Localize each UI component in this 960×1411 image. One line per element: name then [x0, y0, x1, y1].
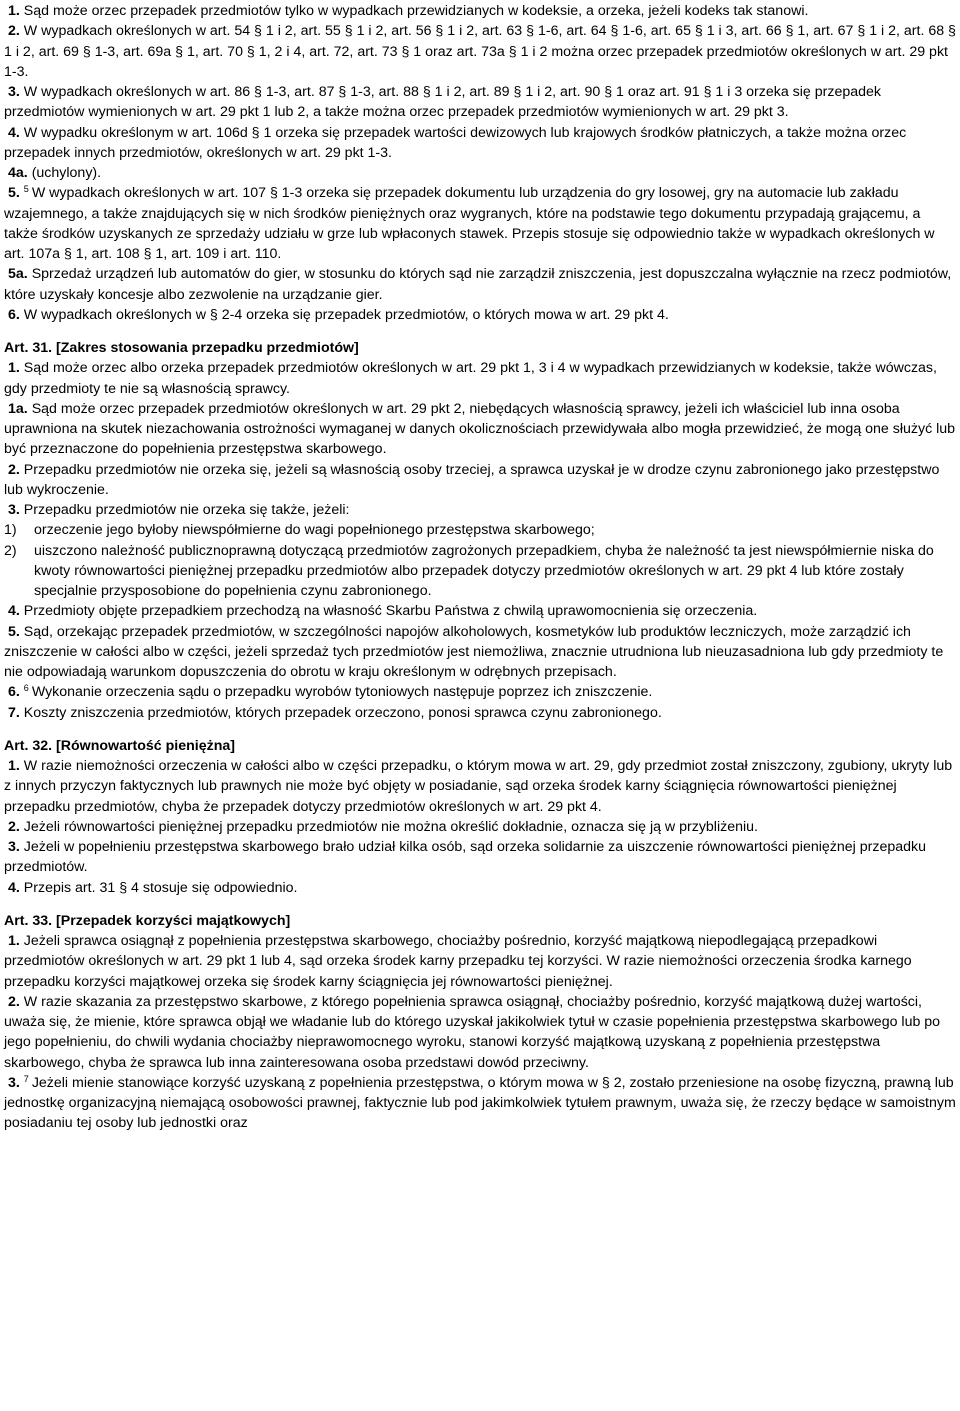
par-text: Jeżeli równowartości pieniężnej przepadku przedmiotów nie można określić dokładnie, oznacza się ją w przybliżeniu. [23, 818, 758, 835]
par-text: Koszty zniszczenia przedmiotów, których przepadek orzeczono, ponosi sprawca czynu zabronionego. [23, 704, 662, 721]
art31-par-3-item-2 [4, 541, 956, 602]
art31-par-1 [4, 358, 956, 399]
art31-par-3 [4, 500, 956, 520]
art32-heading: Art. 32. [Równowartość pieniężna] [4, 737, 235, 754]
par-text: Jeżeli mienie stanowiące korzyść uzyskaną z popełnienia przestępstwa, o którym mowa w § 2, zostało przeniesione na osobę fizyczną, prawną lub jednostkę organizacyjną niemającą osobowości prawnej, faktycznie lub pod jakimkolwiek tytułem prawnym, uważa się, że rzeczy będące w samoistnym posiadaniu tej osoby lub jednostki oraz [4, 1074, 956, 1132]
par-number: 4. [8, 124, 20, 141]
par-number: 4a. [8, 165, 28, 181]
art31-par-4 [4, 601, 956, 621]
art31-par-7 [4, 703, 956, 723]
par-number: 1. [8, 3, 20, 19]
art30-par-1 [4, 1, 956, 21]
par-text: Sąd może orzec przepadek przedmiotów tylko w wypadkach przewidzianych w kodeksie, a orzeka, jeżeli kodeks tak stanowi. [23, 3, 809, 19]
par-number: 4. [8, 603, 20, 620]
art32-par-3 [4, 837, 956, 878]
art33-par-1 [4, 931, 956, 992]
art31-par-6 [4, 682, 956, 702]
art32-par-2 [4, 817, 956, 837]
par-text: Sąd, orzekając przepadek przedmiotów, w szczególności napojów alkoholowych, kosmetyków lub produktów leczniczych, może zarządzić ich zniszczenie w całości albo w części, jeżeli sprzedaż tych przedmiotów jest niemożliwa, znacznie utrudniona lub nieuzasadniona lub gdy przedmioty te nie odpowiadają warunkom dopuszczenia do obrotu w kraju określonym w odrębnych przepisach. [4, 623, 944, 680]
par-number: 5. [8, 185, 20, 202]
item-text: uiszczono należność publicznoprawną dotyczącą przedmiotów zagrożonych przepadkiem, chyba że należność ta jest niewspółmiernie niska do kwoty równowartości pieniężnej przepadku przedmiotów albo przepadek dotyczy przedmiotów określonych w art. 29 pkt 4 lub które zostały specjalnie przysposobione do popełnienia czynu zabronionego. [34, 542, 934, 599]
art30-par-3 [4, 82, 956, 123]
par-number: 4. [8, 879, 20, 896]
art31-par-5 [4, 622, 956, 683]
art30-par-5a [4, 264, 956, 305]
par-text: W razie niemożności orzeczenia w całości albo w części przepadku, o którym mowa w art. 29, gdy przedmiot został zniszczony, zgubiony, ukryty lub z innych przyczyn faktycznych lub prawnych nie może być objęty w posiadanie, sąd orzeka środek karny ściągnięcia równowartości pieniężnej przepadku przedmiotów, chyba że przepadek dotyczy przedmiotów określonych w art. 29 pkt 4. [4, 758, 953, 815]
item-number: 2) [4, 542, 17, 559]
par-text: Wykonanie orzeczenia sądu o przepadku wyrobów tytoniowych następuje poprzez ich zniszczenie. [31, 684, 653, 701]
par-text: (uchylony). [31, 165, 102, 181]
par-number: 6. [8, 684, 20, 701]
par-text: W wypadkach określonych w § 2-4 orzeka się przepadek przedmiotów, o których mowa w art. 29 pkt 4. [23, 306, 669, 323]
par-number: 1. [8, 360, 20, 377]
par-number: 3. [8, 839, 20, 855]
par-number: 1. [8, 758, 20, 774]
par-number: 3. [8, 1074, 20, 1091]
art31-heading: Art. 31. [Zakres stosowania przepadku przedmiotów] [4, 340, 359, 356]
par-text: W wypadkach określonych w art. 86 § 1-3, art. 87 § 1-3, art. 88 § 1 i 2, art. 89 § 1 i 2, art. 90 § 1 oraz art. 91 § 1 i 3 orzeka się przepadek przedmiotów wymienionych w art. 29 pkt 1 lub 2, a także można orzec przepadek przedmiotów wymienionych w art. 29 pkt 3. [4, 84, 882, 121]
par-text: Sąd może orzec przepadek przedmiotów określonych w art. 29 pkt 2, niebędących własnością sprawcy, jeżeli ich właściciel lub inna osoba uprawniona na skutek niezachowania ostrożności wymaganej w danych okolicznościach przewidywała albo mogła przewidzieć, że mogą one służyć lub być przeznaczone do popełnienia przestępstwa skarbowego. [4, 400, 956, 458]
footnote-marker: 5 [23, 184, 29, 195]
par-number: 3. [8, 84, 20, 100]
art30-par-4a [4, 163, 956, 183]
par-number: 3. [8, 502, 20, 518]
art32-par-1 [4, 756, 956, 817]
par-text: Przedmioty objęte przepadkiem przechodzą na własność Skarbu Państwa z chwilą uprawomocnienia się orzeczenia. [23, 603, 758, 620]
par-number: 5. [8, 623, 20, 640]
art30-par-2 [4, 21, 956, 82]
par-number: 2. [8, 818, 20, 835]
footnote-marker: 6 [23, 683, 29, 694]
par-text: Sąd może orzec albo orzeka przepadek przedmiotów określonych w art. 29 pkt 1, 3 i 4 w wypadkach przewidzianych w kodeksie, także wówczas, gdy przedmioty te nie są własnością sprawcy. [4, 360, 937, 397]
art33-par-2 [4, 992, 956, 1073]
par-text: Przepadku przedmiotów nie orzeka się, jeżeli są własnością osoby trzeciej, a sprawca uzyskał je w drodze czynu zabronionego jako przestępstwo lub wykroczenie. [4, 461, 940, 498]
item-text: orzeczenie jego byłoby niewspółmierne do wagi popełnionego przestępstwa skarbowego; [34, 522, 595, 539]
item-number: 1) [4, 522, 17, 539]
par-number: 2. [8, 461, 20, 478]
par-text: Przepadku przedmiotów nie orzeka się także, jeżeli: [23, 502, 350, 518]
par-text: Sprzedaż urządzeń lub automatów do gier, w stosunku do których sąd nie zarządził zniszczenia, jest dopuszczalna wyłącznie na rzecz podmiotów, które uzyskały koncesje albo zezwolenie na urządzanie gier. [4, 266, 952, 303]
art31-par-3-item-1 [4, 520, 956, 540]
par-text: Jeżeli w popełnieniu przestępstwa skarbowego brało udział kilka osób, sąd orzeka solidarnie za uiszczenie równowartości pieniężnej przepadku przedmiotów. [4, 839, 926, 876]
par-number: 5a. [8, 266, 28, 283]
par-number: 2. [8, 993, 20, 1010]
art31-par-1a [4, 399, 956, 460]
art33-heading: Art. 33. [Przepadek korzyści majątkowych] [4, 912, 291, 929]
par-text: Przepis art. 31 § 4 stosuje się odpowiednio. [23, 879, 298, 896]
art30-par-6 [4, 305, 956, 325]
par-text: W wypadkach określonych w art. 107 § 1-3 orzeka się przepadek dokumentu lub urządzenia do gry losowej, gry na automacie lub zakładu wzajemnego, a także znajdujących się w nich środków pieniężnych oraz wygranych, które na podstawie tego dokumentu przypadają grającemu, a także środków uzyskanych ze sprzedaży udziału w grze lub wpłaconych stawek. Przepis stosuje się odpowiednio także w wypadkach określonych w art. 107a § 1, art. 108 § 1, art. 109 i art. 110. [4, 185, 935, 262]
par-number: 7. [8, 704, 20, 721]
par-text: W razie skazania za przestępstwo skarbowe, z którego popełnienia sprawca osiągnął, chociażby pośrednio, korzyść majątkową dużej wartości, uważa się, że mienie, które sprawca objął we władanie lub do którego uzyskał jakikolwiek tytuł w czasie popełnienia przestępstwa skarbowego lub po jego popełnieniu, do chwili wydania chociażby nieprawomocnego wyroku, stanowi korzyść majątkową uzyskaną z popełnienia przestępstwa skarbowego, chyba że sprawca lub inna zainteresowana osoba przedstawi dowód przeciwny. [4, 993, 941, 1071]
art32-par-4 [4, 878, 956, 898]
par-number: 6. [8, 306, 20, 323]
art30-par-5 [4, 183, 956, 264]
art31-par-2 [4, 460, 956, 501]
par-text: W wypadkach określonych w art. 54 § 1 i 2, art. 55 § 1 i 2, art. 56 § 1 i 2, art. 63 § 1-6, art. 64 § 1-6, art. 65 § 1 i 3, art. 66 § 1, art. 67 § 1 i 2, art. 68 § 1 i 2, art. 69 § 1-3, art. 69a § 1, art. 70 § 1, 2 i 4, art. 72, art. 73 § 1 oraz art. 73a § 1 i 2 można orzec przepadek przedmiotów określonych w art. 29 pkt 1-3. [4, 23, 956, 80]
par-number: 1a. [8, 400, 28, 417]
par-text: W wypadku określonym w art. 106d § 1 orzeka się przepadek wartości dewizowych lub krajowych środków płatniczych, a także można orzec przepadek innych przedmiotów, określonych w art. 29 pkt 1-3. [4, 124, 907, 161]
par-number: 2. [8, 23, 20, 40]
art33-par-3 [4, 1073, 956, 1134]
par-number: 1. [8, 933, 20, 949]
footnote-marker: 7 [23, 1073, 29, 1084]
art30-par-4 [4, 123, 956, 164]
par-text: Jeżeli sprawca osiągnął z popełnienia przestępstwa skarbowego, chociażby pośrednio, korzyść majątkową niepodlegającą przepadkowi przedmiotów określonych w art. 29 pkt 1 lub 4, sąd orzeka środek karny przepadku tej korzyści. W razie niemożności orzeczenia środka karnego przepadku korzyści majątkowej orzeka się środek karny ściągnięcia jej równowartości pieniężnej. [4, 933, 912, 990]
